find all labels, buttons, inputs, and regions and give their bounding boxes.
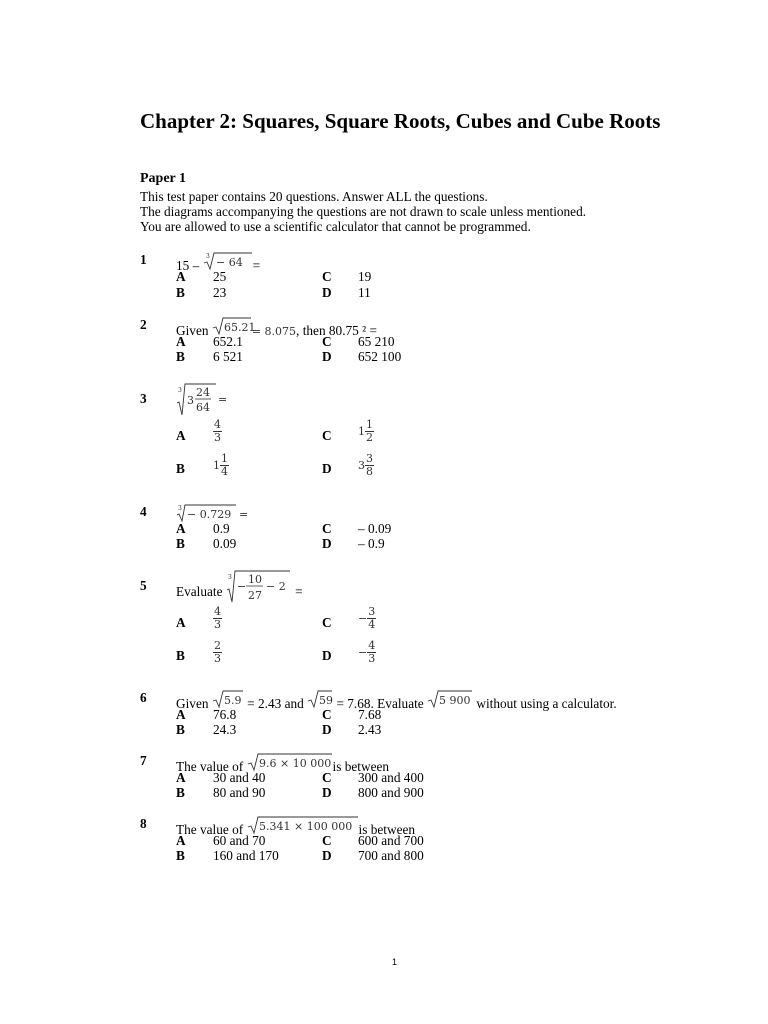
svg-text:− 64: − 64 (215, 256, 243, 269)
option-value: 160 and 170 (213, 848, 279, 863)
option-letter: A (176, 833, 186, 848)
option-letter: A (176, 521, 186, 536)
option-value: 30 and 40 (213, 770, 266, 785)
instruction-line: You are allowed to use a scientific calculator that cannot be programmed. (140, 219, 531, 234)
paper-label: Paper 1 (140, 171, 187, 186)
option-value (358, 453, 374, 478)
option-value (213, 640, 222, 665)
svg-text:27: 27 (247, 589, 262, 602)
option-value: 24.3 (213, 722, 237, 737)
svg-text:− 2: − 2 (265, 580, 286, 593)
question-stem: The value of 9.6 × 10 000 is between (176, 753, 389, 775)
option-letter: B (176, 349, 185, 364)
instruction-line: This test paper contains 20 questions. Answer ALL the questions. (140, 189, 488, 204)
option-value: 65 210 (358, 334, 395, 349)
question-number: 3 (140, 391, 147, 406)
option-letter: A (176, 334, 186, 349)
option-value: 7.68 (358, 707, 382, 722)
option-value (358, 419, 374, 444)
svg-text:3: 3 (227, 574, 232, 581)
mixed-number: 1 $\frac{1}{2}$ (358, 418, 373, 444)
option-value: 800 and 900 (358, 785, 424, 800)
question-stem: Given 5.9 = 2.43 and 59 = 7.68. Evaluate 5 900 without using a calculator. (176, 690, 617, 712)
instruction-line: The diagrams accompanying the questions are not drawn to scale unless mentioned. (140, 204, 587, 219)
question-number: 1 (140, 252, 147, 267)
question-stem (176, 383, 232, 421)
option-value (213, 606, 222, 631)
fraction: $\frac{4}{3}$ (214, 605, 221, 631)
option-letter: D (322, 648, 332, 663)
svg-text:=: = (239, 508, 249, 521)
square-root-symbol (427, 690, 473, 712)
option-value: 76.8 (213, 707, 237, 722)
svg-text:3: 3 (187, 394, 194, 407)
option-value (213, 419, 222, 444)
option-letter: C (322, 707, 332, 722)
option-value: 0.09 (213, 536, 237, 551)
option-value (358, 606, 376, 631)
question-number: 6 (140, 690, 147, 705)
svg-text:3: 3 (178, 505, 182, 512)
option-letter: C (322, 615, 332, 630)
svg-text:64: 64 (196, 401, 210, 414)
option-value: 60 and 70 (213, 833, 266, 848)
option-letter: C (322, 521, 332, 536)
option-letter: C (322, 770, 332, 785)
option-letter: B (176, 648, 185, 663)
option-letter: B (176, 285, 185, 300)
option-value: 6 521 (213, 349, 243, 364)
question-number: 8 (140, 816, 147, 831)
option-letter: A (176, 269, 186, 284)
svg-text:=: = (218, 393, 228, 406)
question-stem: Given 65.21 = 8.075, then 80.75 ² = (176, 317, 377, 339)
question-stem: Evaluate 3 − 10 27 − 2 = (176, 570, 303, 608)
svg-text:5.341 × 100 000: 5.341 × 100 000 (258, 820, 352, 833)
svg-text:24: 24 (196, 386, 210, 399)
option-letter: C (322, 428, 332, 443)
option-value: 80 and 90 (213, 785, 266, 800)
option-value: – 0.09 (358, 521, 392, 536)
svg-text:10: 10 (247, 573, 262, 586)
negative-fraction: − $\frac{3}{4}$ (358, 605, 376, 631)
svg-text:3: 3 (205, 253, 210, 260)
option-value (358, 640, 376, 665)
option-letter: A (176, 707, 186, 722)
fraction: $\frac{4}{3}$ (214, 418, 221, 444)
question-stem: The value of 5.341 × 100 000 is between (176, 816, 415, 838)
cube-root-symbol (176, 383, 232, 421)
option-letter: A (176, 770, 186, 785)
svg-text:−: − (236, 580, 247, 593)
page-title: Chapter 2: Squares, Square Roots, Cubes and Cube Roots (140, 109, 661, 133)
option-value: – 0.9 (358, 536, 385, 551)
option-value: 600 and 700 (358, 833, 424, 848)
option-value: 0.9 (213, 521, 230, 536)
question-number: 4 (140, 504, 147, 519)
option-letter: C (322, 334, 332, 349)
option-value: 19 (358, 269, 372, 284)
option-value: 700 and 800 (358, 848, 424, 863)
option-value: 25 (213, 269, 227, 284)
option-letter: A (176, 428, 186, 443)
option-value: 652.1 (213, 334, 243, 349)
option-letter: C (322, 269, 332, 284)
option-letter: D (322, 461, 332, 476)
option-letter: B (176, 461, 185, 476)
option-value: 23 (213, 285, 227, 300)
question-number: 5 (140, 578, 147, 593)
mixed-number: 1 $\frac{1}{4}$ (213, 452, 228, 478)
svg-text:9.6 × 10 000: 9.6 × 10 000 (258, 757, 331, 770)
option-letter: D (322, 785, 332, 800)
svg-text:5.9: 5.9 (223, 694, 242, 707)
svg-text:− 0.729: − 0.729 (187, 508, 232, 521)
fraction: $\frac{2}{3}$ (214, 639, 221, 665)
question-stem: 15 – 3 − 64 = (176, 253, 261, 273)
option-value: 300 and 400 (358, 770, 424, 785)
cube-root-symbol (203, 252, 253, 274)
option-value (213, 453, 229, 478)
option-value: 652 100 (358, 349, 402, 364)
option-letter: B (176, 536, 185, 551)
svg-text:5 900: 5 900 (439, 694, 471, 707)
page-number: 1 (392, 957, 398, 967)
question-number: 2 (140, 317, 147, 332)
option-letter: D (322, 285, 332, 300)
svg-text:3: 3 (178, 387, 182, 394)
option-letter: D (322, 536, 332, 551)
negative-fraction: − $\frac{4}{3}$ (358, 639, 376, 665)
option-letter: D (322, 848, 332, 863)
svg-text:65.21: 65.21 (223, 321, 256, 334)
option-value: 2.43 (358, 722, 382, 737)
question-number: 7 (140, 753, 147, 768)
option-value: 11 (358, 285, 371, 300)
svg-text:59: 59 (319, 694, 334, 707)
cube-root-symbol (226, 570, 292, 608)
option-letter: C (322, 833, 332, 848)
option-letter: D (322, 722, 332, 737)
option-letter: A (176, 615, 186, 630)
option-letter: B (176, 848, 185, 863)
mixed-number: 3 $\frac{3}{8}$ (358, 452, 373, 478)
option-letter: B (176, 785, 185, 800)
option-letter: D (322, 349, 332, 364)
option-letter: B (176, 722, 185, 737)
